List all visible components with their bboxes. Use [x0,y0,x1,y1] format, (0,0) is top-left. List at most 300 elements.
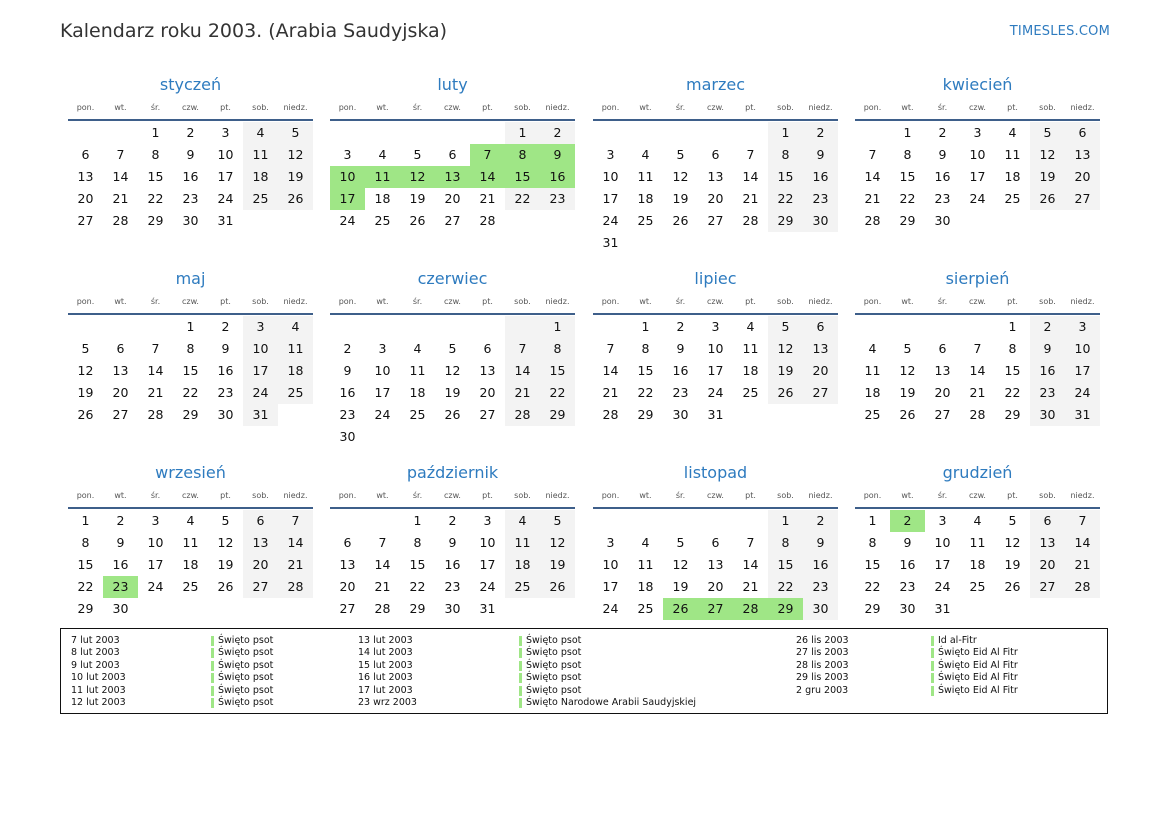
empty-day-cell [768,404,803,426]
day-cell: 31 [934,601,951,616]
day-cell: 20 [339,579,356,594]
day-cell: 6 [711,147,720,162]
day-cell: 15 [540,360,575,382]
day-cell: 25 [864,407,881,422]
day-cell: 22 [409,579,426,594]
legend-dates-col-1 [71,635,126,709]
weekday-label: pon. [601,491,620,500]
day-cell: 3 [483,513,492,528]
day-cell: 29 [899,213,916,228]
day-cell: 20 [479,385,496,400]
day-cell: 23 [899,579,916,594]
day-cell: 3 [221,125,230,140]
day-cell: 17 [602,579,619,594]
day-cell: 14 [505,360,540,382]
day-cell: 24 [602,601,619,616]
day-cell: 15 [77,557,94,572]
day-cell: 25 [637,213,654,228]
page-title: Kalendarz roku 2003. (Arabia Saudyjska) [60,20,448,42]
day-cell: 14 [278,532,313,554]
empty-day-cell [698,232,733,254]
day-cell: 18 [505,554,540,576]
day-cell: 1 [868,513,877,528]
day-cell: 16 [444,557,461,572]
day-cell: 10 [217,147,234,162]
day-cell: 17 [969,169,986,184]
day-cell: 12 [278,144,313,166]
header-rule [68,119,313,121]
day-cell: 8 [903,147,912,162]
day-cell: 12 [1030,144,1065,166]
legend-holiday-name: Święto psot [211,672,273,684]
empty-day-cell [803,404,838,426]
empty-day-cell [365,510,400,532]
day-cell: 5 [221,513,230,528]
day-cell: 23 [672,385,689,400]
weekday-label: czw. [969,491,986,500]
day-cell: 5 [903,341,912,356]
day-cell: 17 [330,188,365,210]
weekday-label: pt. [745,297,756,306]
day-cell: 14 [374,557,391,572]
day-cell: 13 [77,169,94,184]
day-cell: 1 [903,125,912,140]
day-cell: 22 [505,188,540,210]
weekday-header [330,102,575,118]
header-rule [330,313,575,315]
day-cell: 16 [217,363,234,378]
day-cell: 18 [864,385,881,400]
month-calendar [593,268,838,426]
weekday-label: niedz. [808,297,833,306]
day-cell: 21 [1065,554,1100,576]
weekday-label: pt. [745,103,756,112]
empty-day-cell [68,316,103,338]
day-cell: 29 [1004,407,1021,422]
empty-day-cell [330,510,365,532]
weekday-label: sob. [514,103,531,112]
weekday-label: czw. [969,103,986,112]
day-cell: 23 [1030,382,1065,404]
empty-day-cell [733,510,768,532]
empty-day-cell [103,122,138,144]
weekday-label: pon. [338,297,357,306]
day-cell: 19 [672,579,689,594]
day-cell: 18 [742,363,759,378]
day-cell: 7 [470,144,505,166]
day-cell: 10 [330,166,365,188]
month-name: lipiec [694,269,737,288]
day-cell: 12 [768,338,803,360]
day-cell: 11 [278,338,313,360]
day-cell: 13 [707,169,724,184]
weekday-label: śr. [675,103,686,112]
holiday-legend [60,628,1108,714]
day-cell: 8 [540,338,575,360]
days-grid [593,122,838,254]
day-cell: 3 [938,513,947,528]
month-name: grudzień [942,463,1013,482]
weekday-label: wt. [901,297,914,306]
day-cell: 11 [505,532,540,554]
empty-day-cell [593,510,628,532]
empty-day-cell [278,404,313,426]
legend-dates-col-2 [358,635,417,709]
day-cell: 26 [409,213,426,228]
legend-holiday-name: Święto psot [211,647,273,659]
day-cell: 20 [1065,166,1100,188]
day-cell: 25 [409,407,426,422]
weekday-label: wt. [114,491,127,500]
day-cell: 28 [602,407,619,422]
days-grid [855,316,1100,426]
empty-day-cell [365,122,400,144]
day-cell: 4 [1008,125,1017,140]
legend-dates-col-3 [796,635,849,697]
day-cell: 1 [1008,319,1017,334]
day-cell: 1 [768,122,803,144]
legend-holiday-name: Święto psot [211,635,273,647]
day-cell: 7 [116,147,125,162]
empty-day-cell [768,232,803,254]
day-cell: 21 [742,579,759,594]
day-cell: 27 [444,213,461,228]
day-cell: 14 [742,169,759,184]
day-cell: 17 [243,360,278,382]
day-cell: 3 [151,513,160,528]
day-cell: 5 [278,122,313,144]
day-cell: 9 [116,535,125,550]
day-cell: 28 [505,404,540,426]
empty-day-cell [243,210,278,232]
day-cell: 29 [864,601,881,616]
weekday-label: sob. [1039,103,1056,112]
days-grid [68,122,313,232]
day-cell: 8 [868,535,877,550]
day-cell: 3 [1065,316,1100,338]
day-cell: 21 [112,191,129,206]
day-cell: 21 [374,579,391,594]
day-cell: 19 [1030,166,1065,188]
day-cell: 18 [243,166,278,188]
legend-date: 26 lis 2003 [796,635,849,646]
month-name: listopad [683,463,748,482]
day-cell: 1 [186,319,195,334]
day-cell: 22 [899,191,916,206]
day-cell: 5 [676,535,685,550]
empty-day-cell [505,316,540,338]
weekday-label: czw. [444,103,461,112]
day-cell: 2 [221,319,230,334]
weekday-label: wt. [114,297,127,306]
weekday-label: czw. [182,103,199,112]
day-cell: 26 [540,576,575,598]
weekday-label: wt. [901,103,914,112]
day-cell: 29 [77,601,94,616]
legend-holiday-name: Święto psot [519,647,696,659]
day-cell: 12 [672,557,689,572]
weekday-header [68,296,313,312]
empty-day-cell [435,122,470,144]
legend-date: 13 lut 2003 [358,635,413,646]
day-cell: 4 [746,319,755,334]
header-rule [330,119,575,121]
legend-date: 16 lut 2003 [358,672,413,684]
day-cell: 29 [637,407,654,422]
weekday-label: pt. [220,491,231,500]
weekday-header [855,490,1100,506]
day-cell: 2 [1030,316,1065,338]
day-cell: 16 [672,363,689,378]
empty-day-cell [1065,210,1100,232]
day-cell: 18 [969,557,986,572]
day-cell: 14 [147,363,164,378]
empty-day-cell [435,426,470,448]
empty-day-cell [400,122,435,144]
month-name: styczeń [159,75,222,94]
day-cell: 28 [374,601,391,616]
day-cell: 30 [803,598,838,620]
day-cell: 19 [77,385,94,400]
weekday-label: śr. [150,103,161,112]
weekday-label: niedz. [283,103,308,112]
day-cell: 12 [77,363,94,378]
day-cell: 27 [707,213,724,228]
day-cell: 16 [1030,360,1065,382]
day-cell: 19 [899,385,916,400]
day-cell: 6 [483,341,492,356]
day-cell: 9 [938,147,947,162]
day-cell: 11 [637,557,654,572]
day-cell: 15 [637,363,654,378]
day-cell: 26 [77,407,94,422]
day-cell: 17 [374,385,391,400]
day-cell: 8 [768,144,803,166]
day-cell: 1 [151,125,160,140]
day-cell: 9 [803,144,838,166]
day-cell: 30 [444,601,461,616]
day-cell: 26 [217,579,234,594]
weekday-label: wt. [639,491,652,500]
empty-day-cell [628,510,663,532]
day-cell: 10 [602,169,619,184]
day-cell: 24 [339,213,356,228]
empty-day-cell [365,316,400,338]
day-cell: 6 [938,341,947,356]
day-cell: 16 [540,166,575,188]
day-cell: 17 [1065,360,1100,382]
day-cell: 4 [243,122,278,144]
day-cell: 21 [505,382,540,404]
legend-holiday-name: Święto psot [519,635,696,647]
day-cell: 31 [1065,404,1100,426]
day-cell: 21 [602,385,619,400]
day-cell: 11 [969,535,986,550]
legend-date: 9 lut 2003 [71,659,120,671]
day-cell: 15 [864,557,881,572]
day-cell: 23 [217,385,234,400]
empty-day-cell [138,316,173,338]
legend-holiday-name: Święto psot [211,660,273,672]
day-cell: 25 [182,579,199,594]
month-name: czerwiec [417,269,488,288]
day-cell: 20 [707,191,724,206]
day-cell: 5 [1008,513,1017,528]
day-cell: 27 [243,576,278,598]
day-cell: 11 [182,535,199,550]
day-cell: 20 [112,385,129,400]
day-cell: 6 [1030,510,1065,532]
legend-date: 10 lut 2003 [71,672,126,684]
weekday-label: pon. [76,297,95,306]
day-cell: 22 [864,579,881,594]
empty-day-cell [1030,598,1065,620]
weekday-label: niedz. [1070,297,1095,306]
day-cell: 22 [182,385,199,400]
weekday-header [593,490,838,506]
day-cell: 7 [868,147,877,162]
weekday-label: sob. [1039,297,1056,306]
day-cell: 24 [602,213,619,228]
day-cell: 7 [151,341,160,356]
weekday-label: czw. [444,297,461,306]
empty-day-cell [925,316,960,338]
day-cell: 2 [803,122,838,144]
day-cell: 2 [343,341,352,356]
day-cell: 26 [1030,188,1065,210]
weekday-label: niedz. [808,491,833,500]
weekday-label: śr. [412,491,423,500]
day-cell: 16 [339,385,356,400]
day-cell: 29 [768,598,803,620]
site-link[interactable]: TIMESLES.COM [1009,24,1110,39]
day-cell: 11 [1004,147,1021,162]
weekday-label: wt. [376,491,389,500]
empty-day-cell [278,598,313,620]
day-cell: 8 [641,341,650,356]
day-cell: 26 [663,598,698,620]
day-cell: 23 [803,576,838,598]
empty-day-cell [855,316,890,338]
day-cell: 28 [864,213,881,228]
day-cell: 10 [243,338,278,360]
day-cell: 8 [186,341,195,356]
day-cell: 31 [217,213,234,228]
month-calendar [330,268,575,448]
day-cell: 17 [147,557,164,572]
weekday-label: pt. [220,297,231,306]
empty-day-cell [698,122,733,144]
day-cell: 13 [803,338,838,360]
day-cell: 24 [243,382,278,404]
month-name: kwiecień [942,75,1013,94]
days-grid [330,122,575,232]
empty-day-cell [593,316,628,338]
weekday-header [593,102,838,118]
legend-date: 17 lut 2003 [358,684,413,696]
weekday-label: śr. [937,491,948,500]
empty-day-cell [890,316,925,338]
day-cell: 10 [479,535,496,550]
weekday-header [330,490,575,506]
month-calendar [855,74,1100,232]
day-cell: 20 [444,191,461,206]
day-cell: 10 [1065,338,1100,360]
empty-day-cell [470,426,505,448]
empty-day-cell [960,598,995,620]
day-cell: 25 [969,579,986,594]
day-cell: 14 [470,166,505,188]
day-cell: 6 [243,510,278,532]
weekday-label: czw. [707,103,724,112]
weekday-label: śr. [937,103,948,112]
weekday-label: wt. [901,491,914,500]
header-rule [330,507,575,509]
day-cell: 7 [746,535,755,550]
header-rule [593,507,838,509]
days-grid [593,316,838,426]
day-cell: 24 [707,385,724,400]
day-cell: 21 [479,191,496,206]
day-cell: 19 [672,191,689,206]
days-grid [68,316,313,426]
day-cell: 27 [803,382,838,404]
day-cell: 26 [1004,579,1021,594]
day-cell: 20 [77,191,94,206]
day-cell: 6 [1065,122,1100,144]
day-cell: 11 [864,363,881,378]
day-cell: 16 [112,557,129,572]
day-cell: 28 [278,576,313,598]
empty-day-cell [435,316,470,338]
day-cell: 7 [1065,510,1100,532]
day-cell: 24 [217,191,234,206]
day-cell: 23 [182,191,199,206]
month-calendar [68,268,313,426]
header-rule [68,507,313,509]
weekday-label: niedz. [545,491,570,500]
day-cell: 8 [81,535,90,550]
weekday-label: czw. [182,297,199,306]
empty-day-cell [505,210,540,232]
header-rule [855,507,1100,509]
day-cell: 7 [378,535,387,550]
day-cell: 12 [444,363,461,378]
weekday-label: śr. [937,297,948,306]
legend-date: 15 lut 2003 [358,659,413,671]
weekday-label: śr. [150,297,161,306]
day-cell: 15 [768,554,803,576]
weekday-label: pt. [482,297,493,306]
day-cell: 22 [768,188,803,210]
day-cell: 16 [182,169,199,184]
day-cell: 22 [147,191,164,206]
day-cell: 13 [435,166,470,188]
legend-holiday-name: Święto psot [211,697,273,709]
day-cell: 25 [742,385,759,400]
day-cell: 20 [1030,554,1065,576]
day-cell: 18 [374,191,391,206]
legend-holiday-name: Święto psot [211,685,273,697]
day-cell: 7 [278,510,313,532]
legend-date: 7 lut 2003 [71,635,120,646]
empty-day-cell [505,426,540,448]
header-rule [68,313,313,315]
day-cell: 11 [243,144,278,166]
day-cell: 15 [1004,363,1021,378]
day-cell: 21 [742,191,759,206]
days-grid [330,316,575,448]
